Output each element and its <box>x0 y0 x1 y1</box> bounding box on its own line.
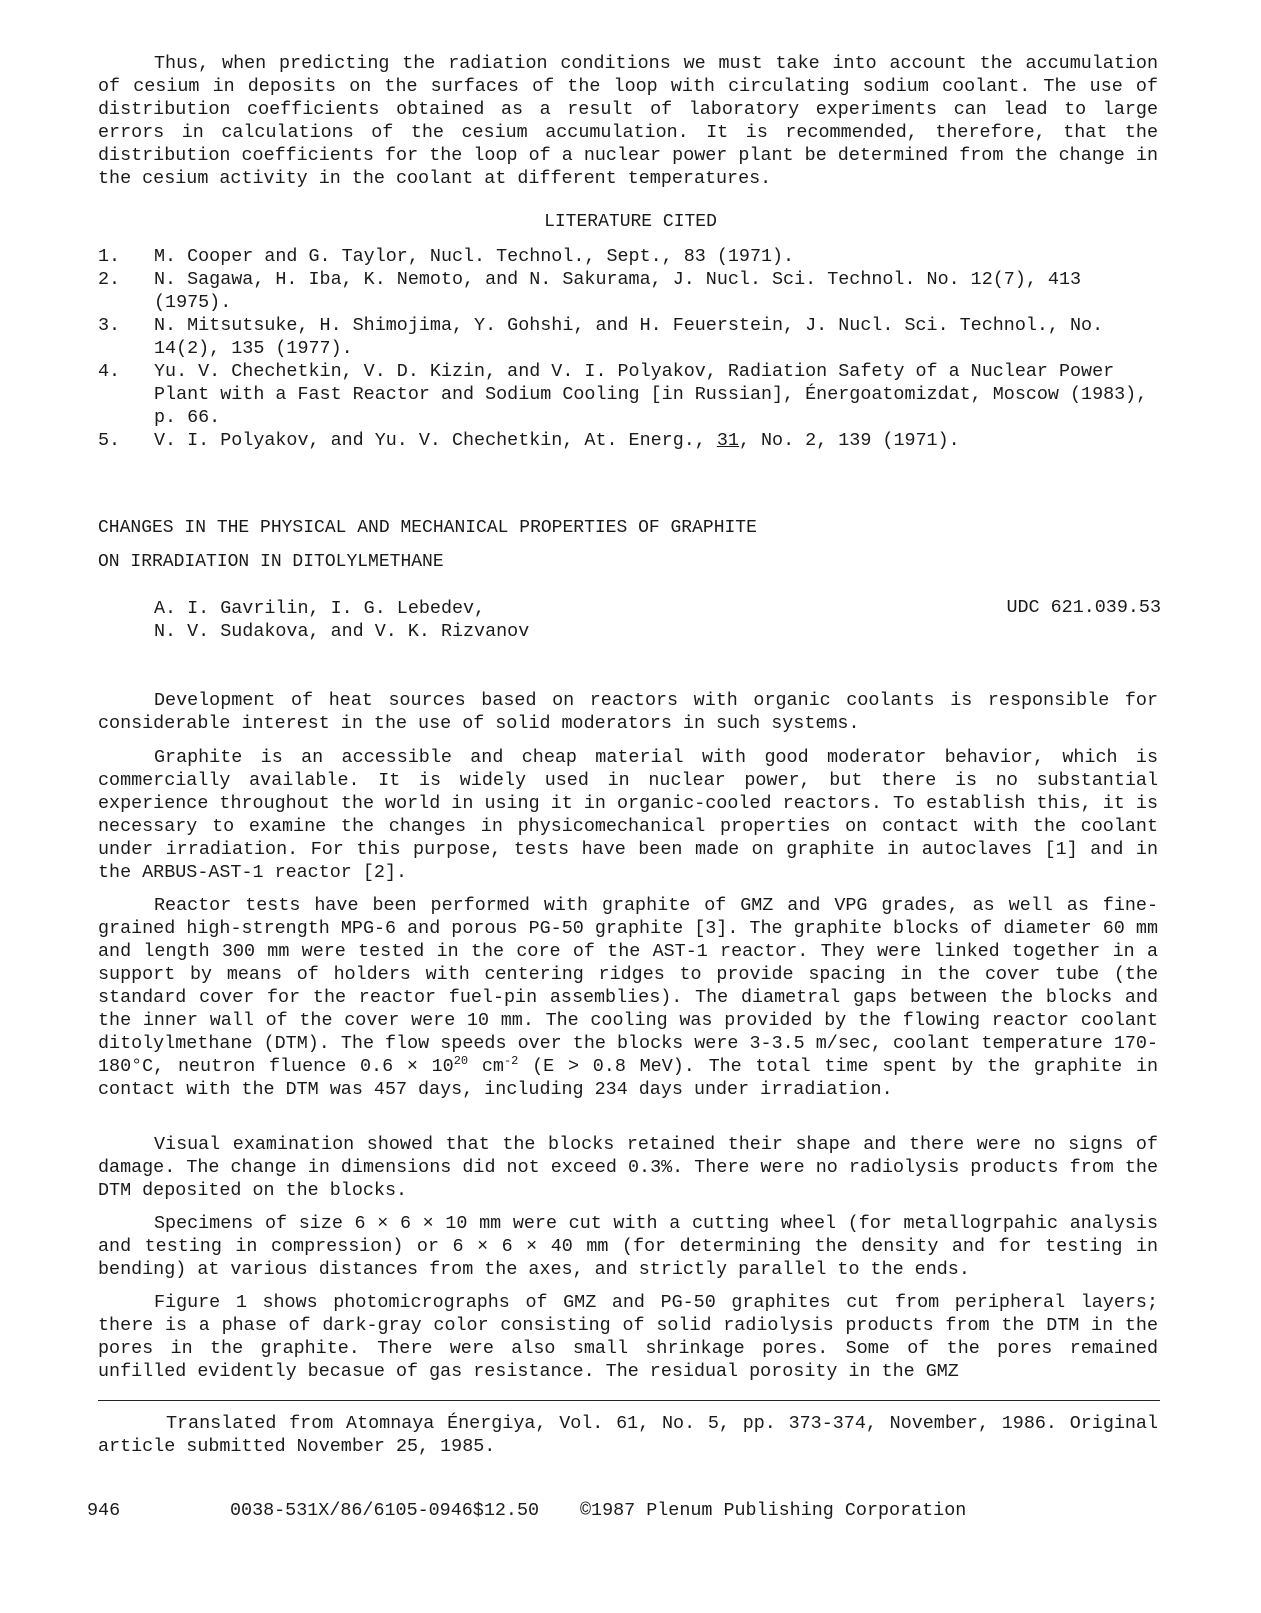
superscript: 20 <box>453 1053 469 1068</box>
article-code: 0038-531X/86/6105-0946$12.50 <box>230 1500 540 1521</box>
reference-text <box>154 429 1160 452</box>
udc-code: UDC 621.039.53 <box>1006 597 1161 618</box>
reference-list <box>98 245 1160 452</box>
reference-number: 2. <box>98 269 121 290</box>
body-paragraph-3 <box>98 894 1158 1101</box>
copyright-notice: ©1987 Plenum Publishing Corporation <box>580 1500 967 1521</box>
author-list <box>154 597 529 643</box>
body-paragraph-6: Figure 1 shows photomicrographs of GMZ and PG-50 graphites cut from peripheral layers; there is a phase of dark-gray color consisting of solid radiolysis products from the DTM in the pores in the graphite. There were also small shrinkage pores. Some of the pores remained unfilled evidently becasue of gas resistance. The residual porosity in the GMZ <box>98 1292 1158 1382</box>
reference-item <box>98 429 1160 452</box>
body-paragraph-1: Development of heat sources based on reactors with organic coolants is responsible for considerable interest in the use of solid moderators in such systems. <box>98 690 1158 734</box>
reference-item <box>98 268 1160 314</box>
body-paragraph-5: Specimens of size 6 × 6 × 10 mm were cut with a cutting wheel (for metallogrpahic analysis and testing in compression) or 6 × 6 × 40 mm (for determining the density and for testing in bending) at various distances from the axes, and strictly parallel to the ends. <box>98 1213 1158 1280</box>
reference-text-part: V. I. Polyakov, and Yu. V. Chechetkin, At. Energ., <box>154 430 717 451</box>
translation-footnote: Translated from Atomnaya Énergiya, Vol. 61, No. 5, pp. 373-374, November, 1986. Original article submitted November 25, 1985. <box>98 1413 1158 1457</box>
reference-number: 5. <box>98 430 121 451</box>
reference-volume: 31 <box>716 430 739 451</box>
reference-item <box>98 360 1160 429</box>
reference-item <box>98 245 1160 268</box>
reference-item <box>98 314 1160 360</box>
page-number: 946 <box>87 1500 121 1521</box>
reference-text: N. Mitsutsuke, H. Shimojima, Y. Gohshi, and H. Feuerstein, J. Nucl. Sci. Technol., No. 14(2), 135 (1977). <box>154 315 1104 359</box>
literature-heading: LITERATURE CITED <box>544 212 717 232</box>
reference-number: 4. <box>98 361 121 382</box>
reference-text: Yu. V. Chechetkin, V. D. Kizin, and V. I. Polyakov, Radiation Safety of a Nuclear Power Plant with a Fast Reactor and Sodium Cooling [in Russian], Énergoatomizdat, Moscow (1983), p. 66. <box>154 361 1148 428</box>
footnote-divider <box>98 1400 1160 1401</box>
body-text: (E > 0.8 MeV). The total time spent by the graphite in contact with the DTM was 457 days, including 234 days under irradiation. <box>98 1056 1159 1100</box>
article-title-line-2: ON IRRADIATION IN DITOLYLMETHANE <box>98 552 444 572</box>
article-title-line-1: CHANGES IN THE PHYSICAL AND MECHANICAL PROPERTIES OF GRAPHITE <box>98 518 757 538</box>
reference-text: N. Sagawa, H. Iba, K. Nemoto, and N. Sakurama, J. Nucl. Sci. Technol. No. 12(7), 413 (1975). <box>154 269 1082 313</box>
body-text: cm <box>468 1056 504 1077</box>
body-paragraph-2: Graphite is an accessible and cheap material with good moderator behavior, which is commercially available. It is widely used in nuclear power, but there is no substantial experience throughout the world in using it in organic-cooled reactors. To establish this, it is necessary to examine the changes in physicomechanical properties on contact with the coolant under irradiation. For this purpose, tests have been made on graphite in autoclaves [1] and in the ARBUS-AST-1 reactor [2]. <box>98 747 1158 883</box>
superscript: -2 <box>503 1053 519 1068</box>
body-text: Reactor tests have been performed with graphite of GMZ and VPG grades, as well as fine-grained high-strength MPG-6 and porous PG-50 graphite [3]. The graphite blocks of diameter 60 mm and length 300 mm were tested in the core of the AST-1 reactor. They were linked together in a support by means of holders with centering ridges to provide spacing in the cover tube (the standard cover for the reactor fuel-pin assemblies). The diametral gaps between the blocks and the inner wall of the cover were 10 mm. The cooling was provided by the flowing reactor coolant ditolylmethane (DTM). The flow speeds over the blocks were 3-3.5 m/sec, coolant temperature 170-180°C, neutron fluence 0.6 × 10 <box>98 895 1158 1077</box>
authors-line: N. V. Sudakova, and V. K. Rizvanov <box>154 621 530 642</box>
authors-line: A. I. Gavrilin, I. G. Lebedev, <box>154 598 486 619</box>
reference-number: 3. <box>98 315 121 336</box>
body-paragraph-4: Visual examination showed that the blocks retained their shape and there were no signs of damage. The change in dimensions did not exceed 0.3%. There were no radiolysis products from the DTM deposited on the blocks. <box>98 1134 1158 1201</box>
intro-paragraph: Thus, when predicting the radiation conditions we must take into account the accumulation of cesium in deposits on the surfaces of the loop with circulating sodium coolant. The use of distribution coefficients obtained as a result of laboratory experiments can lead to large errors in calculations of the cesium accumulation. It is recommended, therefore, that the distribution coefficients for the loop of a nuclear power plant be determined from the change in the cesium activity in the coolant at different temperatures. <box>98 53 1158 189</box>
reference-number: 1. <box>98 246 121 267</box>
reference-text-part: , No. 2, 139 (1971). <box>738 430 960 451</box>
reference-text: M. Cooper and G. Taylor, Nucl. Technol., Sept., 83 (1971). <box>154 246 795 267</box>
